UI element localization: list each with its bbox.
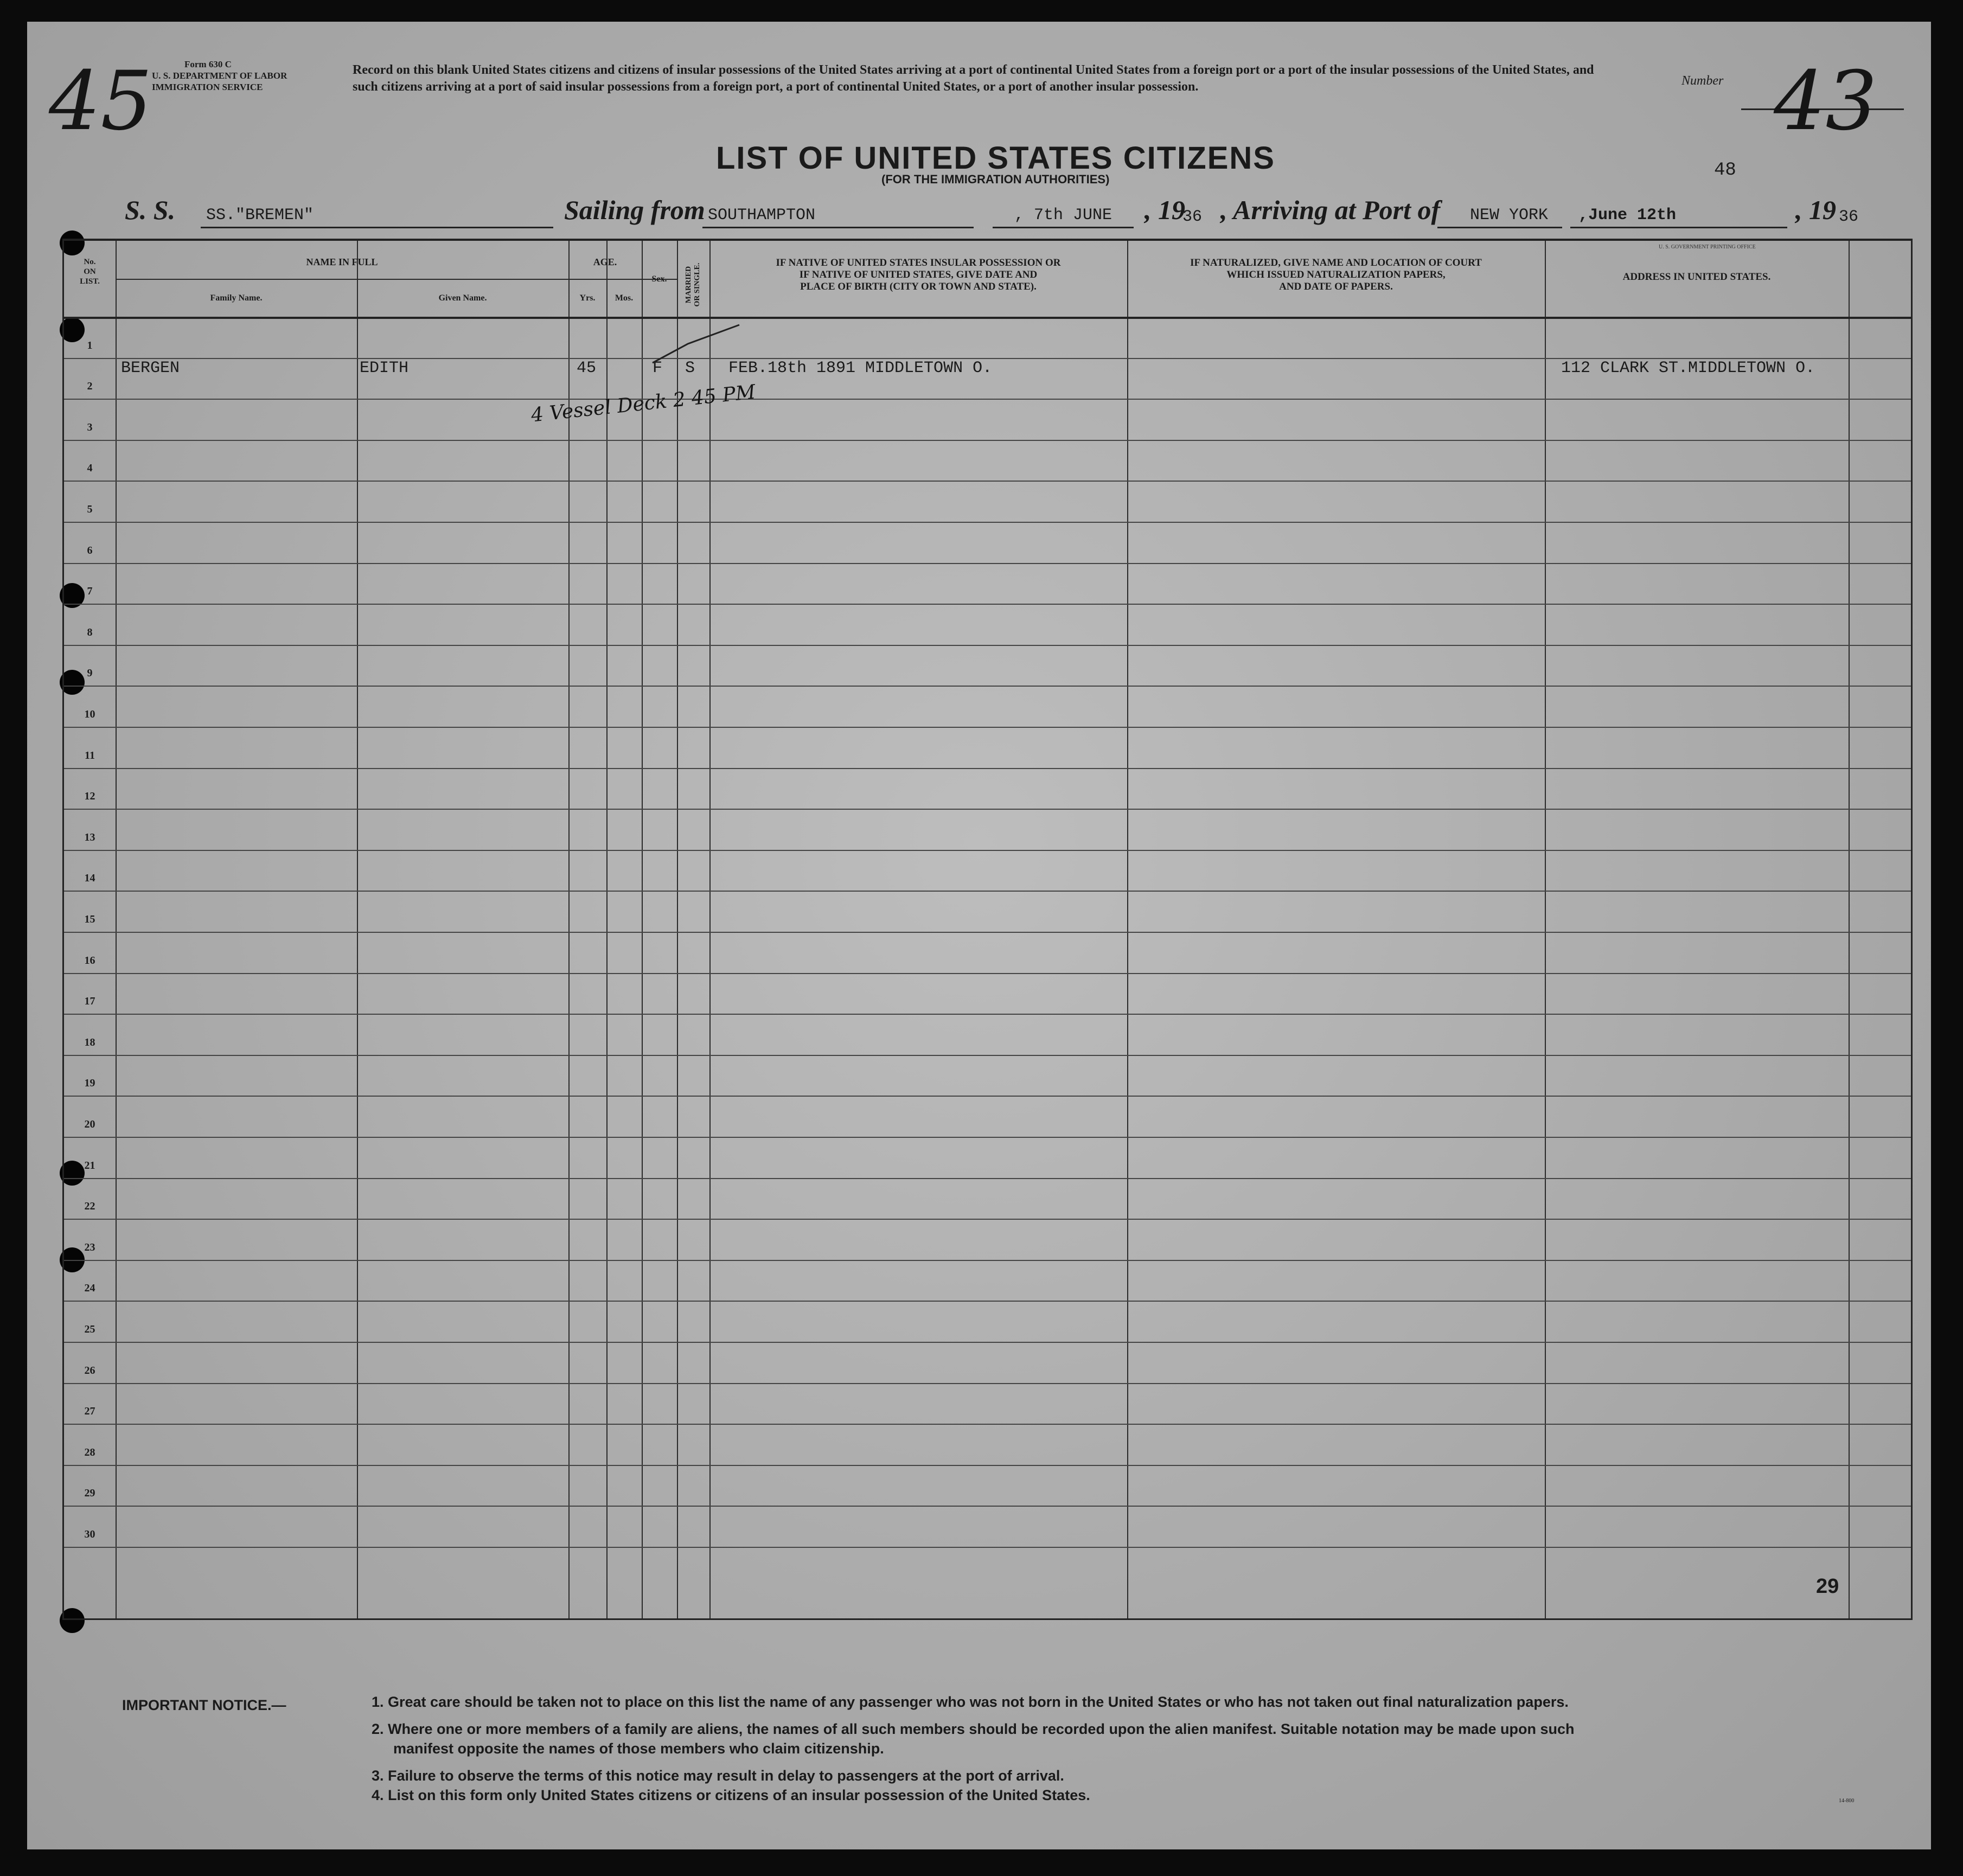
row-number: 30 xyxy=(84,1528,95,1540)
row-rule xyxy=(64,481,1911,482)
notice-heading: IMPORTANT NOTICE.— xyxy=(122,1697,286,1713)
row-number: 8 xyxy=(87,626,93,638)
row-rule xyxy=(64,768,1911,769)
col-divider xyxy=(709,241,711,1618)
arrival-port: NEW YORK xyxy=(1470,206,1549,225)
row-number: 18 xyxy=(84,1036,95,1048)
row-rule xyxy=(64,1383,1911,1384)
row-rule xyxy=(64,1424,1911,1425)
row-number: 23 xyxy=(84,1241,95,1253)
check-mark-stroke xyxy=(650,322,742,366)
row-number: 5 xyxy=(87,503,93,515)
handwritten-page-number-left: 45 xyxy=(49,54,152,149)
notice-item-2-cont: manifest opposite the names of those members who claim citizenship. xyxy=(393,1740,884,1757)
row-number: 4 xyxy=(87,462,93,475)
row-number: 27 xyxy=(84,1405,95,1418)
header-address: ADDRESS IN UNITED STATES. xyxy=(1622,271,1771,283)
row-rule xyxy=(64,604,1911,605)
header-naturalization: IF NATURALIZED, GIVE NAME AND LOCATION OF COURT WHICH ISSUED NATURALIZATION PAPERS, AND DATE OF PAPERS. xyxy=(1190,257,1482,292)
row-rule xyxy=(64,1465,1911,1466)
row-rule xyxy=(64,563,1911,564)
age-years-cell: 45 xyxy=(577,359,597,377)
year-prefix-2: , 19 xyxy=(1795,195,1836,225)
header-given-name: Given Name. xyxy=(438,293,487,303)
row-rule xyxy=(64,522,1911,523)
col-divider xyxy=(677,241,678,1618)
notice-item-2: 2. Where one or more members of a family are aliens, the names of all such members should be recorded upon the alien manifest. Suitable notation may be made upon such xyxy=(372,1721,1575,1737)
row-rule xyxy=(64,645,1911,646)
row-number: 19 xyxy=(84,1077,95,1090)
header-age: AGE. xyxy=(593,257,617,267)
header-years: Yrs. xyxy=(579,293,596,303)
col-divider xyxy=(357,241,358,1618)
form-code: 14-800 xyxy=(1839,1798,1855,1804)
row-rule xyxy=(64,1055,1911,1056)
service: IMMIGRATION SERVICE xyxy=(152,82,263,92)
arrival-date-underline xyxy=(1570,227,1787,228)
row-number: 12 xyxy=(84,790,95,803)
row-rule xyxy=(64,973,1911,974)
col-divider xyxy=(1849,241,1850,1618)
col-divider xyxy=(116,241,117,1618)
ship-name: SS."BREMEN" xyxy=(206,206,314,225)
col-divider xyxy=(568,241,570,1618)
row-number: 7 xyxy=(87,585,93,598)
header-sex: Sex. xyxy=(651,274,667,284)
header-no-on-list: No. ON LIST. xyxy=(80,258,100,286)
row-number: 24 xyxy=(84,1282,95,1295)
row-rule xyxy=(64,1342,1911,1343)
departure-date-underline xyxy=(993,227,1134,228)
address-cell: 112 CLARK ST.MIDDLETOWN O. xyxy=(1561,359,1815,377)
row-number: 28 xyxy=(84,1446,95,1458)
birth-cell: FEB.18th 1891 MIDDLETOWN O. xyxy=(728,359,993,377)
row-rule xyxy=(64,932,1911,933)
row-rule xyxy=(64,1014,1911,1015)
ship-underline xyxy=(201,227,553,228)
page-subtitle: (FOR THE IMMIGRATION AUTHORITIES) xyxy=(881,172,1110,186)
row-number: 16 xyxy=(84,954,95,966)
departure-year: 36 xyxy=(1182,208,1203,226)
header-bottom-rule xyxy=(64,317,1911,319)
department: U. S. DEPARTMENT OF LABOR xyxy=(152,71,287,81)
arrival-date: ,June 12th xyxy=(1578,206,1677,225)
col-divider xyxy=(606,241,608,1618)
given-name-cell: EDITH xyxy=(360,359,409,377)
row-number: 9 xyxy=(87,667,93,680)
printer-imprint: U. S. GOVERNMENT PRINTING OFFICE xyxy=(1659,244,1756,250)
departure-date: , 7th JUNE xyxy=(1014,206,1112,225)
arrival-year: 36 xyxy=(1839,208,1859,226)
row-number: 1 xyxy=(87,339,93,351)
row-rule xyxy=(64,850,1911,851)
header-months: Mos. xyxy=(615,293,634,303)
row-rule xyxy=(64,727,1911,728)
row-number: 10 xyxy=(84,708,95,720)
page-title: LIST OF UNITED STATES CITIZENS xyxy=(716,140,1275,176)
row-rule xyxy=(64,1219,1911,1220)
row-number: 21 xyxy=(84,1159,95,1171)
notice-item-3: 3. Failure to observe the terms of this notice may result in delay to passengers at the port of arrival. xyxy=(372,1768,1064,1784)
row-rule xyxy=(64,809,1911,810)
record-instructions: Record on this blank United States citizens and citizens of insular possessions of the United States arriving at a port of continental United States from a foreign port or a port of the insular possessions of the United States, and such citizens arriving at a port of said insular possessions from a foreign port, a port of continental United States, or a port of another insular possession. xyxy=(353,63,1594,94)
row-number: 29 xyxy=(84,1487,95,1500)
row-rule xyxy=(64,1301,1911,1302)
header-place-of-birth: IF NATIVE OF UNITED STATES INSULAR POSSESSION OR IF NATIVE OF UNITED STATES, GIVE DATE AND PLACE OF BIRTH (CITY OR TOWN AND STATE). xyxy=(776,257,1061,292)
row-number: 25 xyxy=(84,1323,95,1335)
row-number: 15 xyxy=(84,913,95,925)
ss-label: S. S. xyxy=(125,195,176,225)
row-number: 26 xyxy=(84,1364,95,1376)
arrival-port-underline xyxy=(1437,227,1562,228)
row-rule xyxy=(64,891,1911,892)
departure-underline xyxy=(702,227,974,228)
row-number: 22 xyxy=(84,1200,95,1213)
row-number: 11 xyxy=(85,749,95,761)
page-count: 29 xyxy=(1816,1575,1839,1598)
row-rule xyxy=(64,686,1911,687)
row-number: 6 xyxy=(87,544,93,556)
row-number: 2 xyxy=(87,380,93,393)
col-divider xyxy=(642,241,643,1618)
arriving-label: , Arriving at Port of xyxy=(1220,195,1441,225)
passenger-table: No. ON LIST. NAME IN FULL Family Name. Given Name. AGE. Yrs. Mos. Sex. MARRIED OR SINGLE. IF NATIVE OF UNITED STATES INSULAR POSSESSION OR IF NATIVE OF UNITED STATES, GIVE DATE AND PLACE OF BIRTH (CITY OR TOWN AND STATE). IF NATURALIZED, GIVE NAME AND LOCATION OF COURT WHICH ISSUED NATURALIZATION PAPERS, AND DATE OF PAPERS. ADDRESS IN UNITED STATES. U. S. GOVERNMENT PRINTING OFFICE 1 2 3 4 5 6 7 8 9 10 11 12 13 14 15 16 17 18 19 20 21 22 23 24 25 26 27 28 29 30 BERGEN EDITH 45 F S FEB.18th 1891 MIDDLETOWN O. 112 CLARK ST.MIDDLETOWN O. 4 Vessel Deck 2 45 PM 29 xyxy=(62,239,1913,1620)
notice-item-1: 1. Great care should be taken not to place on this list the name of any passenger who was not born in the United States or who has not taken out final naturalization papers. xyxy=(372,1694,1569,1710)
handwritten-annotation: 4 Vessel Deck 2 45 PM xyxy=(529,381,757,427)
form-number: Form 630 C xyxy=(184,59,232,69)
year-prefix-1: , 19 xyxy=(1144,195,1185,225)
sailing-from-label: Sailing from xyxy=(564,195,705,225)
marital-status-cell: S xyxy=(685,359,695,377)
row-number: 14 xyxy=(84,872,95,885)
row-number: 13 xyxy=(84,831,95,843)
sex-cell: F xyxy=(653,359,663,377)
family-name-cell: BERGEN xyxy=(121,359,180,377)
row-rule xyxy=(64,399,1911,400)
handwritten-number: 43 xyxy=(1774,54,1877,149)
col-divider xyxy=(1545,241,1546,1618)
row-rule xyxy=(64,1547,1911,1548)
header-sub-rule xyxy=(116,279,677,280)
col-divider xyxy=(1127,241,1128,1618)
row-number: 20 xyxy=(84,1118,95,1130)
row-rule xyxy=(64,1506,1911,1507)
row-rule xyxy=(64,1096,1911,1097)
row-number: 17 xyxy=(84,995,95,1008)
row-rule xyxy=(64,1178,1911,1179)
typed-number: 48 xyxy=(1714,160,1736,181)
header-family-name: Family Name. xyxy=(210,293,263,303)
row-rule xyxy=(64,440,1911,441)
manifest-sheet xyxy=(27,22,1931,1849)
notice-item-4: 4. List on this form only United States citizens or citizens of an insular possession of the United States. xyxy=(372,1787,1090,1803)
row-number: 3 xyxy=(87,421,93,433)
row-rule xyxy=(64,1260,1911,1261)
number-label: Number xyxy=(1681,74,1724,88)
header-name-in-full: NAME IN FULL xyxy=(306,257,378,267)
departure-port: SOUTHAMPTON xyxy=(708,206,816,225)
row-rule xyxy=(64,1137,1911,1138)
form-identifier xyxy=(152,59,287,93)
